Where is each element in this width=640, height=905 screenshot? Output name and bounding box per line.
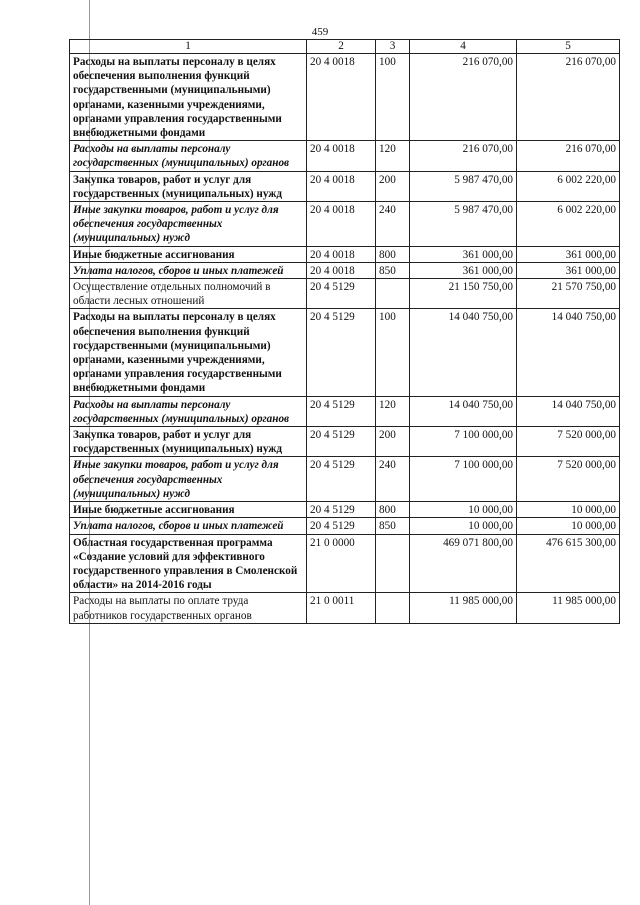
table-row: [70, 593, 620, 623]
row-value-2014-cell: 11 985 000,00: [410, 593, 517, 623]
row-type-cell: 240: [376, 457, 410, 502]
table-body: [70, 54, 620, 624]
row-type-cell: 240: [376, 202, 410, 247]
row-name-cell: Расходы на выплаты персоналу государственных (муниципальных) органов: [70, 141, 307, 171]
row-code-cell: 20 4 0018: [307, 141, 376, 171]
row-code-cell: 21 0 0011: [307, 593, 376, 623]
row-value-2015-cell: 476 615 300,00: [517, 534, 620, 593]
row-value-2014-cell: 216 070,00: [410, 141, 517, 171]
row-code-cell: 20 4 0018: [307, 246, 376, 262]
row-type-cell: 100: [376, 309, 410, 396]
row-value-2015-cell: 21 570 750,00: [517, 279, 620, 309]
row-value-2014-cell: 469 071 800,00: [410, 534, 517, 593]
row-name-cell: Закупка товаров, работ и услуг для государственных (муниципальных) нужд: [70, 427, 307, 457]
row-code-cell: 20 4 5129: [307, 279, 376, 309]
row-name-cell: Областная государственная программа «Создание условий для эффективного государственного управления в Смоленской области» на 2014-2016 годы: [70, 534, 307, 593]
row-value-2015-cell: 10 000,00: [517, 518, 620, 534]
table-row: [70, 171, 620, 201]
row-value-2015-cell: 7 520 000,00: [517, 427, 620, 457]
row-value-2014-cell: 361 000,00: [410, 262, 517, 278]
row-type-cell: 120: [376, 141, 410, 171]
table-row: [70, 396, 620, 426]
row-type-cell: 850: [376, 518, 410, 534]
row-type-cell: 200: [376, 427, 410, 457]
table-row: [70, 279, 620, 309]
row-value-2014-cell: 5 987 470,00: [410, 202, 517, 247]
row-name-cell: Иные закупки товаров, работ и услуг для обеспечения государственных (муниципальных) нужд: [70, 202, 307, 247]
row-code-cell: 20 4 0018: [307, 202, 376, 247]
row-value-2015-cell: 10 000,00: [517, 502, 620, 518]
row-code-cell: 20 4 5129: [307, 396, 376, 426]
column-header-4: 4: [410, 40, 517, 54]
table-row: [70, 246, 620, 262]
row-code-cell: 20 4 0018: [307, 171, 376, 201]
column-header-5: 5: [517, 40, 620, 54]
row-name-cell: Уплата налогов, сборов и иных платежей: [70, 518, 307, 534]
row-type-cell: [376, 534, 410, 593]
table-row: [70, 262, 620, 278]
table-row: [70, 427, 620, 457]
row-value-2015-cell: 216 070,00: [517, 141, 620, 171]
column-header-1: 1: [70, 40, 307, 54]
row-value-2014-cell: 10 000,00: [410, 518, 517, 534]
row-value-2014-cell: 7 100 000,00: [410, 427, 517, 457]
table-row: [70, 534, 620, 593]
row-name-cell: Иные закупки товаров, работ и услуг для обеспечения государственных (муниципальных) нужд: [70, 457, 307, 502]
row-type-cell: 120: [376, 396, 410, 426]
table-row: [70, 518, 620, 534]
row-value-2015-cell: 11 985 000,00: [517, 593, 620, 623]
table-row: [70, 202, 620, 247]
page-number: 459: [311, 26, 329, 38]
row-name-cell: Осуществление отдельных полномочий в области лесных отношений: [70, 279, 307, 309]
table-row: [70, 502, 620, 518]
row-name-cell: Расходы на выплаты персоналу в целях обеспечения выполнения функций государственными (муниципальными) органами, казенными учреждениями, органами управления государственными внебюджетными фондами: [70, 54, 307, 141]
row-value-2015-cell: 216 070,00: [517, 54, 620, 141]
row-value-2014-cell: 361 000,00: [410, 246, 517, 262]
row-code-cell: 20 4 5129: [307, 502, 376, 518]
table-row: [70, 141, 620, 171]
budget-table: [69, 39, 620, 624]
row-name-cell: Расходы на выплаты персоналу в целях обеспечения выполнения функций государственными (муниципальными) органами, казенными учреждениями, органами управления государственными внебюджетными фондами: [70, 309, 307, 396]
row-type-cell: [376, 593, 410, 623]
row-type-cell: 200: [376, 171, 410, 201]
row-value-2014-cell: 14 040 750,00: [410, 309, 517, 396]
row-code-cell: 21 0 0000: [307, 534, 376, 593]
row-code-cell: 20 4 5129: [307, 518, 376, 534]
row-name-cell: Расходы на выплаты персоналу государственных (муниципальных) органов: [70, 396, 307, 426]
row-value-2014-cell: 14 040 750,00: [410, 396, 517, 426]
row-name-cell: Закупка товаров, работ и услуг для государственных (муниципальных) нужд: [70, 171, 307, 201]
column-header-2: 2: [307, 40, 376, 54]
row-name-cell: Иные бюджетные ассигнования: [70, 502, 307, 518]
row-value-2015-cell: 6 002 220,00: [517, 171, 620, 201]
row-type-cell: 800: [376, 502, 410, 518]
column-header-3: 3: [376, 40, 410, 54]
table-row: [70, 309, 620, 396]
row-value-2014-cell: 7 100 000,00: [410, 457, 517, 502]
row-value-2014-cell: 10 000,00: [410, 502, 517, 518]
row-name-cell: Уплата налогов, сборов и иных платежей: [70, 262, 307, 278]
table-row: [70, 457, 620, 502]
row-value-2014-cell: 5 987 470,00: [410, 171, 517, 201]
row-type-cell: [376, 279, 410, 309]
row-code-cell: 20 4 0018: [307, 262, 376, 278]
row-name-cell: Расходы на выплаты по оплате труда работников государственных органов: [70, 593, 307, 623]
row-type-cell: 100: [376, 54, 410, 141]
row-code-cell: 20 4 5129: [307, 457, 376, 502]
column-number-row: [70, 40, 620, 54]
row-value-2015-cell: 361 000,00: [517, 246, 620, 262]
row-type-cell: 850: [376, 262, 410, 278]
row-value-2014-cell: 216 070,00: [410, 54, 517, 141]
row-type-cell: 800: [376, 246, 410, 262]
row-value-2015-cell: 14 040 750,00: [517, 309, 620, 396]
table-row: [70, 54, 620, 141]
row-value-2015-cell: 7 520 000,00: [517, 457, 620, 502]
row-value-2015-cell: 361 000,00: [517, 262, 620, 278]
row-code-cell: 20 4 5129: [307, 309, 376, 396]
row-code-cell: 20 4 0018: [307, 54, 376, 141]
row-value-2015-cell: 14 040 750,00: [517, 396, 620, 426]
row-value-2015-cell: 6 002 220,00: [517, 202, 620, 247]
row-name-cell: Иные бюджетные ассигнования: [70, 246, 307, 262]
row-value-2014-cell: 21 150 750,00: [410, 279, 517, 309]
row-code-cell: 20 4 5129: [307, 427, 376, 457]
